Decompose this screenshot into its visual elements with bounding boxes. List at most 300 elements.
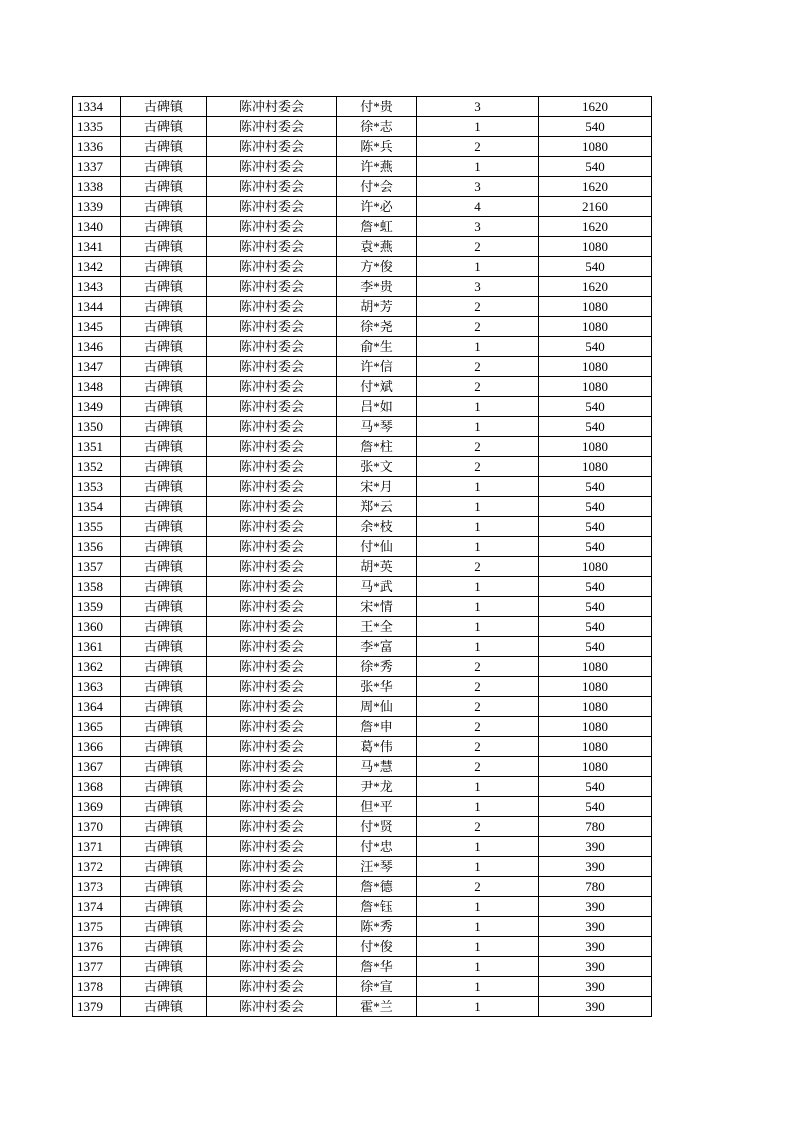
person-name-cell: 霍*兰 xyxy=(337,997,417,1017)
row-number-cell: 1346 xyxy=(73,337,121,357)
village-committee-cell: 陈冲村委会 xyxy=(207,717,337,737)
person-name-cell: 付*俊 xyxy=(337,937,417,957)
village-committee-cell: 陈冲村委会 xyxy=(207,117,337,137)
town-cell: 古碑镇 xyxy=(121,717,207,737)
household-count-cell: 2 xyxy=(417,457,539,477)
table-row xyxy=(73,217,652,237)
person-name-cell: 付*斌 xyxy=(337,377,417,397)
village-committee-cell: 陈冲村委会 xyxy=(207,877,337,897)
row-number-cell: 1358 xyxy=(73,577,121,597)
household-count-cell: 1 xyxy=(417,257,539,277)
row-number-cell: 1336 xyxy=(73,137,121,157)
village-committee-cell: 陈冲村委会 xyxy=(207,457,337,477)
person-name-cell: 袁*燕 xyxy=(337,237,417,257)
table-row xyxy=(73,437,652,457)
table-row xyxy=(73,117,652,137)
household-count-cell: 1 xyxy=(417,777,539,797)
amount-cell: 1080 xyxy=(539,437,652,457)
town-cell: 古碑镇 xyxy=(121,317,207,337)
amount-cell: 540 xyxy=(539,497,652,517)
village-committee-cell: 陈冲村委会 xyxy=(207,297,337,317)
village-committee-cell: 陈冲村委会 xyxy=(207,837,337,857)
row-number-cell: 1364 xyxy=(73,697,121,717)
table-row xyxy=(73,777,652,797)
amount-cell: 540 xyxy=(539,477,652,497)
person-name-cell: 付*仙 xyxy=(337,537,417,557)
household-count-cell: 1 xyxy=(417,417,539,437)
household-count-cell: 1 xyxy=(417,577,539,597)
table-body xyxy=(73,97,652,1017)
village-committee-cell: 陈冲村委会 xyxy=(207,237,337,257)
row-number-cell: 1370 xyxy=(73,817,121,837)
village-committee-cell: 陈冲村委会 xyxy=(207,397,337,417)
amount-cell: 1080 xyxy=(539,677,652,697)
town-cell: 古碑镇 xyxy=(121,917,207,937)
row-number-cell: 1371 xyxy=(73,837,121,857)
town-cell: 古碑镇 xyxy=(121,957,207,977)
town-cell: 古碑镇 xyxy=(121,937,207,957)
amount-cell: 540 xyxy=(539,157,652,177)
village-committee-cell: 陈冲村委会 xyxy=(207,817,337,837)
row-number-cell: 1360 xyxy=(73,617,121,637)
town-cell: 古碑镇 xyxy=(121,157,207,177)
person-name-cell: 付*贤 xyxy=(337,817,417,837)
table-row xyxy=(73,517,652,537)
town-cell: 古碑镇 xyxy=(121,997,207,1017)
amount-cell: 390 xyxy=(539,977,652,997)
household-count-cell: 2 xyxy=(417,437,539,457)
row-number-cell: 1352 xyxy=(73,457,121,477)
village-committee-cell: 陈冲村委会 xyxy=(207,697,337,717)
table-row xyxy=(73,877,652,897)
village-committee-cell: 陈冲村委会 xyxy=(207,337,337,357)
row-number-cell: 1378 xyxy=(73,977,121,997)
village-committee-cell: 陈冲村委会 xyxy=(207,637,337,657)
household-count-cell: 1 xyxy=(417,537,539,557)
amount-cell: 1620 xyxy=(539,217,652,237)
town-cell: 古碑镇 xyxy=(121,457,207,477)
household-count-cell: 1 xyxy=(417,497,539,517)
town-cell: 古碑镇 xyxy=(121,477,207,497)
household-count-cell: 2 xyxy=(417,137,539,157)
person-name-cell: 詹*虹 xyxy=(337,217,417,237)
person-name-cell: 詹*华 xyxy=(337,957,417,977)
table-row xyxy=(73,297,652,317)
amount-cell: 1080 xyxy=(539,357,652,377)
person-name-cell: 郑*云 xyxy=(337,497,417,517)
amount-cell: 540 xyxy=(539,577,652,597)
village-committee-cell: 陈冲村委会 xyxy=(207,477,337,497)
beneficiary-table xyxy=(72,96,652,1017)
amount-cell: 390 xyxy=(539,857,652,877)
town-cell: 古碑镇 xyxy=(121,357,207,377)
town-cell: 古碑镇 xyxy=(121,697,207,717)
person-name-cell: 付*贵 xyxy=(337,97,417,117)
household-count-cell: 2 xyxy=(417,237,539,257)
row-number-cell: 1343 xyxy=(73,277,121,297)
person-name-cell: 徐*志 xyxy=(337,117,417,137)
person-name-cell: 付*忠 xyxy=(337,837,417,857)
household-count-cell: 1 xyxy=(417,857,539,877)
amount-cell: 1080 xyxy=(539,757,652,777)
person-name-cell: 张*华 xyxy=(337,677,417,697)
amount-cell: 390 xyxy=(539,957,652,977)
household-count-cell: 2 xyxy=(417,717,539,737)
row-number-cell: 1349 xyxy=(73,397,121,417)
table-row xyxy=(73,197,652,217)
village-committee-cell: 陈冲村委会 xyxy=(207,97,337,117)
village-committee-cell: 陈冲村委会 xyxy=(207,177,337,197)
table-row xyxy=(73,757,652,777)
village-committee-cell: 陈冲村委会 xyxy=(207,517,337,537)
person-name-cell: 陈*秀 xyxy=(337,917,417,937)
table-row xyxy=(73,597,652,617)
village-committee-cell: 陈冲村委会 xyxy=(207,937,337,957)
amount-cell: 540 xyxy=(539,397,652,417)
person-name-cell: 付*会 xyxy=(337,177,417,197)
person-name-cell: 马*琴 xyxy=(337,417,417,437)
town-cell: 古碑镇 xyxy=(121,617,207,637)
table-row xyxy=(73,337,652,357)
town-cell: 古碑镇 xyxy=(121,657,207,677)
table-row xyxy=(73,637,652,657)
town-cell: 古碑镇 xyxy=(121,777,207,797)
household-count-cell: 2 xyxy=(417,697,539,717)
town-cell: 古碑镇 xyxy=(121,437,207,457)
household-count-cell: 4 xyxy=(417,197,539,217)
town-cell: 古碑镇 xyxy=(121,897,207,917)
amount-cell: 780 xyxy=(539,817,652,837)
amount-cell: 1080 xyxy=(539,317,652,337)
table-row xyxy=(73,977,652,997)
town-cell: 古碑镇 xyxy=(121,877,207,897)
row-number-cell: 1365 xyxy=(73,717,121,737)
row-number-cell: 1342 xyxy=(73,257,121,277)
table-row xyxy=(73,157,652,177)
village-committee-cell: 陈冲村委会 xyxy=(207,597,337,617)
town-cell: 古碑镇 xyxy=(121,737,207,757)
household-count-cell: 2 xyxy=(417,877,539,897)
household-count-cell: 1 xyxy=(417,477,539,497)
household-count-cell: 1 xyxy=(417,797,539,817)
row-number-cell: 1345 xyxy=(73,317,121,337)
table-row xyxy=(73,237,652,257)
person-name-cell: 周*仙 xyxy=(337,697,417,717)
person-name-cell: 许*信 xyxy=(337,357,417,377)
amount-cell: 390 xyxy=(539,917,652,937)
town-cell: 古碑镇 xyxy=(121,597,207,617)
table-row xyxy=(73,857,652,877)
person-name-cell: 张*文 xyxy=(337,457,417,477)
town-cell: 古碑镇 xyxy=(121,97,207,117)
row-number-cell: 1348 xyxy=(73,377,121,397)
household-count-cell: 3 xyxy=(417,177,539,197)
village-committee-cell: 陈冲村委会 xyxy=(207,797,337,817)
household-count-cell: 1 xyxy=(417,597,539,617)
household-count-cell: 1 xyxy=(417,517,539,537)
row-number-cell: 1359 xyxy=(73,597,121,617)
row-number-cell: 1354 xyxy=(73,497,121,517)
table-row xyxy=(73,897,652,917)
person-name-cell: 胡*芳 xyxy=(337,297,417,317)
household-count-cell: 1 xyxy=(417,937,539,957)
town-cell: 古碑镇 xyxy=(121,837,207,857)
village-committee-cell: 陈冲村委会 xyxy=(207,357,337,377)
person-name-cell: 徐*秀 xyxy=(337,657,417,677)
village-committee-cell: 陈冲村委会 xyxy=(207,257,337,277)
table-row xyxy=(73,277,652,297)
row-number-cell: 1341 xyxy=(73,237,121,257)
town-cell: 古碑镇 xyxy=(121,637,207,657)
amount-cell: 1080 xyxy=(539,137,652,157)
table-row xyxy=(73,697,652,717)
village-committee-cell: 陈冲村委会 xyxy=(207,557,337,577)
person-name-cell: 马*慧 xyxy=(337,757,417,777)
table-row xyxy=(73,677,652,697)
amount-cell: 390 xyxy=(539,937,652,957)
table-row xyxy=(73,257,652,277)
village-committee-cell: 陈冲村委会 xyxy=(207,757,337,777)
village-committee-cell: 陈冲村委会 xyxy=(207,157,337,177)
table-row xyxy=(73,497,652,517)
household-count-cell: 2 xyxy=(417,817,539,837)
row-number-cell: 1368 xyxy=(73,777,121,797)
household-count-cell: 2 xyxy=(417,557,539,577)
row-number-cell: 1355 xyxy=(73,517,121,537)
person-name-cell: 詹*柱 xyxy=(337,437,417,457)
row-number-cell: 1344 xyxy=(73,297,121,317)
amount-cell: 540 xyxy=(539,597,652,617)
amount-cell: 540 xyxy=(539,537,652,557)
person-name-cell: 俞*生 xyxy=(337,337,417,357)
amount-cell: 540 xyxy=(539,777,652,797)
town-cell: 古碑镇 xyxy=(121,517,207,537)
household-count-cell: 3 xyxy=(417,97,539,117)
row-number-cell: 1379 xyxy=(73,997,121,1017)
row-number-cell: 1356 xyxy=(73,537,121,557)
town-cell: 古碑镇 xyxy=(121,117,207,137)
amount-cell: 390 xyxy=(539,837,652,857)
village-committee-cell: 陈冲村委会 xyxy=(207,857,337,877)
person-name-cell: 吕*如 xyxy=(337,397,417,417)
household-count-cell: 2 xyxy=(417,737,539,757)
household-count-cell: 1 xyxy=(417,337,539,357)
amount-cell: 540 xyxy=(539,417,652,437)
row-number-cell: 1350 xyxy=(73,417,121,437)
village-committee-cell: 陈冲村委会 xyxy=(207,417,337,437)
household-count-cell: 1 xyxy=(417,397,539,417)
table-row xyxy=(73,457,652,477)
village-committee-cell: 陈冲村委会 xyxy=(207,377,337,397)
village-committee-cell: 陈冲村委会 xyxy=(207,917,337,937)
town-cell: 古碑镇 xyxy=(121,397,207,417)
table-row xyxy=(73,717,652,737)
person-name-cell: 宋*情 xyxy=(337,597,417,617)
town-cell: 古碑镇 xyxy=(121,337,207,357)
amount-cell: 1080 xyxy=(539,657,652,677)
village-committee-cell: 陈冲村委会 xyxy=(207,577,337,597)
household-count-cell: 1 xyxy=(417,637,539,657)
table-row xyxy=(73,357,652,377)
person-name-cell: 方*俊 xyxy=(337,257,417,277)
amount-cell: 540 xyxy=(539,797,652,817)
amount-cell: 1080 xyxy=(539,717,652,737)
person-name-cell: 但*平 xyxy=(337,797,417,817)
town-cell: 古碑镇 xyxy=(121,197,207,217)
village-committee-cell: 陈冲村委会 xyxy=(207,897,337,917)
village-committee-cell: 陈冲村委会 xyxy=(207,957,337,977)
household-count-cell: 1 xyxy=(417,117,539,137)
person-name-cell: 徐*尧 xyxy=(337,317,417,337)
household-count-cell: 1 xyxy=(417,837,539,857)
town-cell: 古碑镇 xyxy=(121,277,207,297)
row-number-cell: 1373 xyxy=(73,877,121,897)
person-name-cell: 许*燕 xyxy=(337,157,417,177)
row-number-cell: 1363 xyxy=(73,677,121,697)
town-cell: 古碑镇 xyxy=(121,677,207,697)
row-number-cell: 1353 xyxy=(73,477,121,497)
row-number-cell: 1347 xyxy=(73,357,121,377)
town-cell: 古碑镇 xyxy=(121,297,207,317)
village-committee-cell: 陈冲村委会 xyxy=(207,217,337,237)
household-count-cell: 1 xyxy=(417,977,539,997)
person-name-cell: 徐*宣 xyxy=(337,977,417,997)
village-committee-cell: 陈冲村委会 xyxy=(207,977,337,997)
person-name-cell: 汪*琴 xyxy=(337,857,417,877)
village-committee-cell: 陈冲村委会 xyxy=(207,657,337,677)
row-number-cell: 1340 xyxy=(73,217,121,237)
town-cell: 古碑镇 xyxy=(121,857,207,877)
amount-cell: 1620 xyxy=(539,277,652,297)
person-name-cell: 詹*钰 xyxy=(337,897,417,917)
table-row xyxy=(73,617,652,637)
row-number-cell: 1362 xyxy=(73,657,121,677)
row-number-cell: 1337 xyxy=(73,157,121,177)
table-row xyxy=(73,397,652,417)
amount-cell: 1080 xyxy=(539,377,652,397)
amount-cell: 1620 xyxy=(539,177,652,197)
table-row xyxy=(73,657,652,677)
town-cell: 古碑镇 xyxy=(121,417,207,437)
person-name-cell: 许*必 xyxy=(337,197,417,217)
household-count-cell: 2 xyxy=(417,357,539,377)
table-row xyxy=(73,797,652,817)
table-row xyxy=(73,957,652,977)
person-name-cell: 马*武 xyxy=(337,577,417,597)
person-name-cell: 詹*申 xyxy=(337,717,417,737)
village-committee-cell: 陈冲村委会 xyxy=(207,317,337,337)
row-number-cell: 1357 xyxy=(73,557,121,577)
household-count-cell: 1 xyxy=(417,617,539,637)
amount-cell: 1080 xyxy=(539,297,652,317)
village-committee-cell: 陈冲村委会 xyxy=(207,997,337,1017)
row-number-cell: 1351 xyxy=(73,437,121,457)
town-cell: 古碑镇 xyxy=(121,257,207,277)
row-number-cell: 1372 xyxy=(73,857,121,877)
amount-cell: 1080 xyxy=(539,697,652,717)
row-number-cell: 1334 xyxy=(73,97,121,117)
table-row xyxy=(73,817,652,837)
household-count-cell: 1 xyxy=(417,997,539,1017)
household-count-cell: 2 xyxy=(417,657,539,677)
household-count-cell: 1 xyxy=(417,957,539,977)
village-committee-cell: 陈冲村委会 xyxy=(207,197,337,217)
row-number-cell: 1361 xyxy=(73,637,121,657)
village-committee-cell: 陈冲村委会 xyxy=(207,537,337,557)
town-cell: 古碑镇 xyxy=(121,577,207,597)
household-count-cell: 2 xyxy=(417,677,539,697)
amount-cell: 1080 xyxy=(539,237,652,257)
household-count-cell: 3 xyxy=(417,277,539,297)
person-name-cell: 葛*伟 xyxy=(337,737,417,757)
amount-cell: 2160 xyxy=(539,197,652,217)
row-number-cell: 1338 xyxy=(73,177,121,197)
row-number-cell: 1374 xyxy=(73,897,121,917)
table-row xyxy=(73,137,652,157)
person-name-cell: 宋*月 xyxy=(337,477,417,497)
table-row xyxy=(73,737,652,757)
village-committee-cell: 陈冲村委会 xyxy=(207,437,337,457)
household-count-cell: 1 xyxy=(417,897,539,917)
household-count-cell: 2 xyxy=(417,377,539,397)
town-cell: 古碑镇 xyxy=(121,537,207,557)
table-row xyxy=(73,377,652,397)
row-number-cell: 1367 xyxy=(73,757,121,777)
person-name-cell: 胡*英 xyxy=(337,557,417,577)
amount-cell: 390 xyxy=(539,897,652,917)
village-committee-cell: 陈冲村委会 xyxy=(207,137,337,157)
town-cell: 古碑镇 xyxy=(121,497,207,517)
town-cell: 古碑镇 xyxy=(121,797,207,817)
amount-cell: 540 xyxy=(539,637,652,657)
table-row xyxy=(73,417,652,437)
table-row xyxy=(73,97,652,117)
table-row xyxy=(73,317,652,337)
amount-cell: 540 xyxy=(539,337,652,357)
person-name-cell: 詹*德 xyxy=(337,877,417,897)
town-cell: 古碑镇 xyxy=(121,557,207,577)
household-count-cell: 2 xyxy=(417,317,539,337)
town-cell: 古碑镇 xyxy=(121,977,207,997)
town-cell: 古碑镇 xyxy=(121,377,207,397)
person-name-cell: 陈*兵 xyxy=(337,137,417,157)
row-number-cell: 1375 xyxy=(73,917,121,937)
amount-cell: 540 xyxy=(539,117,652,137)
row-number-cell: 1376 xyxy=(73,937,121,957)
row-number-cell: 1339 xyxy=(73,197,121,217)
row-number-cell: 1366 xyxy=(73,737,121,757)
row-number-cell: 1335 xyxy=(73,117,121,137)
person-name-cell: 王*全 xyxy=(337,617,417,637)
table-row xyxy=(73,917,652,937)
amount-cell: 1080 xyxy=(539,457,652,477)
table-row xyxy=(73,577,652,597)
village-committee-cell: 陈冲村委会 xyxy=(207,277,337,297)
household-count-cell: 2 xyxy=(417,757,539,777)
amount-cell: 1620 xyxy=(539,97,652,117)
table-row xyxy=(73,937,652,957)
table-row xyxy=(73,177,652,197)
amount-cell: 780 xyxy=(539,877,652,897)
person-name-cell: 尹*龙 xyxy=(337,777,417,797)
town-cell: 古碑镇 xyxy=(121,177,207,197)
town-cell: 古碑镇 xyxy=(121,137,207,157)
household-count-cell: 1 xyxy=(417,917,539,937)
village-committee-cell: 陈冲村委会 xyxy=(207,777,337,797)
person-name-cell: 李*贵 xyxy=(337,277,417,297)
town-cell: 古碑镇 xyxy=(121,237,207,257)
row-number-cell: 1377 xyxy=(73,957,121,977)
